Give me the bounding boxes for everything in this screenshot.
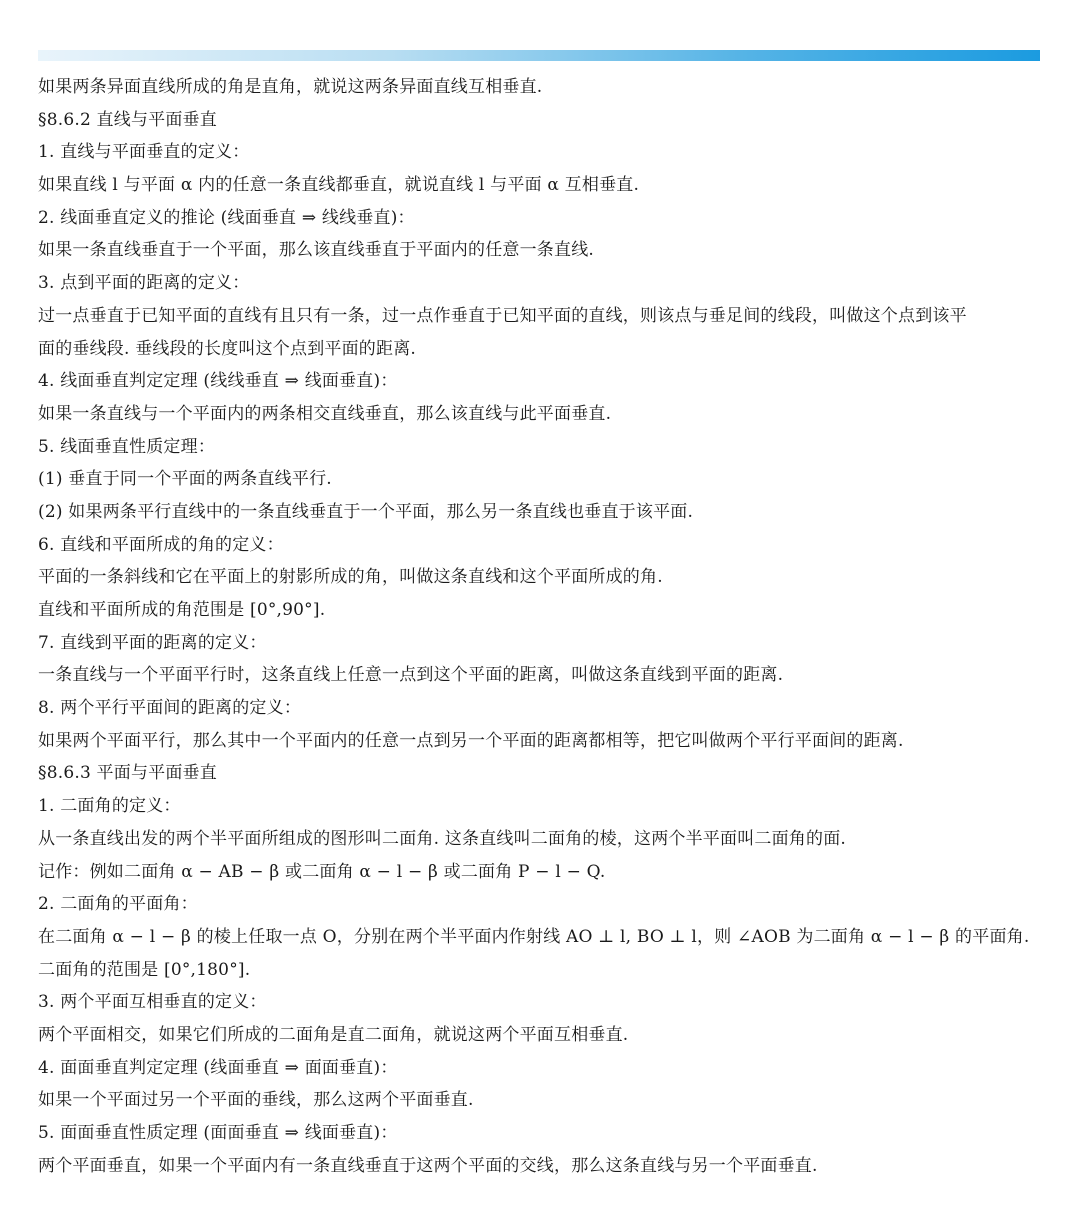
item-heading: 7. 直线到平面的距离的定义：	[38, 632, 267, 653]
text-line: 如果两条异面直线所成的角是直角，就说这两条异面直线互相垂直.	[38, 77, 543, 97]
text-line: 两个平面相交，如果它们所成的二面角是直二面角，就说这两个平面互相垂直.	[38, 1024, 629, 1045]
text-line: 平面的一条斜线和它在平面上的射影所成的角，叫做这条直线和这个平面所成的角.	[38, 567, 663, 588]
item-heading: 2. 二面角的平面角：	[38, 894, 198, 915]
item-heading: 5. 面面垂直性质定理 (面面垂直 ⇒ 线面垂直)：	[38, 1123, 398, 1143]
header-gradient-bar	[38, 50, 1040, 61]
item-heading: 6. 直线和平面所成的角的定义：	[38, 534, 284, 555]
item-heading: 4. 线面垂直判定定理 (线线垂直 ⇒ 线面垂直)：	[38, 371, 398, 392]
text-line: 在二面角 α − l − β 的棱上任取一点 O，分别在两个半平面内作射线 AO ⊥ l, BO ⊥ l，则 ∠AOB 为二面角 α − l − β 的平面角.	[38, 926, 1030, 947]
text-line: 记作：例如二面角 α − AB − β 或二面角 α − l − β 或二面角 P − l − Q.	[38, 861, 606, 882]
text-line: 如果一条直线与一个平面内的两条相交直线垂直，那么该直线与此平面垂直.	[38, 403, 612, 424]
text-line: 面的垂线段. 垂线段的长度叫这个点到平面的距离.	[38, 338, 417, 359]
text-line: 两个平面垂直，如果一个平面内有一条直线垂直于这两个平面的交线，那么这条直线与另一个平面垂直.	[38, 1155, 818, 1176]
item-heading: 3. 点到平面的距离的定义：	[38, 273, 250, 294]
item-heading: 8. 两个平行平面间的距离的定义：	[38, 698, 302, 719]
text-line: (2) 如果两条平行直线中的一条直线垂直于一个平面，那么另一条直线也垂直于该平面.	[38, 501, 694, 522]
item-heading: 5. 线面垂直性质定理：	[38, 436, 216, 457]
text-line: 如果一个平面过另一个平面的垂线，那么这两个平面垂直.	[38, 1090, 474, 1111]
text-line: 如果一条直线垂直于一个平面，那么该直线垂直于平面内的任意一条直线.	[38, 240, 595, 261]
text-line: (1) 垂直于同一个平面的两条直线平行.	[38, 469, 332, 490]
item-heading: 4. 面面垂直判定定理 (线面垂直 ⇒ 面面垂直)：	[38, 1057, 398, 1078]
item-heading: 3. 两个平面互相垂直的定义：	[38, 992, 267, 1013]
item-heading: 1. 二面角的定义：	[38, 796, 181, 817]
section-heading: §8.6.2 直线与平面垂直	[38, 109, 217, 130]
text-line: 从一条直线出发的两个半平面所组成的图形叫二面角. 这条直线叫二面角的棱，这两个半平面叫二面角的面.	[38, 828, 847, 849]
text-line: 过一点垂直于已知平面的直线有且只有一条，过一点作垂直于已知平面的直线，则该点与垂足间的线段，叫做这个点到该平	[38, 305, 967, 326]
text-line: 一条直线与一个平面平行时，这条直线上任意一点到这个平面的距离，叫做这条直线到平面的距离.	[38, 665, 784, 686]
text-line: 直线和平面所成的角范围是 [0°,90°].	[38, 600, 326, 620]
document-body	[38, 71, 1048, 1182]
text-line: 二面角的范围是 [0°,180°].	[38, 959, 251, 980]
text-line: 如果直线 l 与平面 α 内的任意一条直线都垂直，就说直线 l 与平面 α 互相垂直.	[38, 175, 640, 196]
section-heading: §8.6.3 平面与平面垂直	[38, 763, 217, 784]
text-line: 如果两个平面平行，那么其中一个平面内的任意一点到另一个平面的距离都相等，把它叫做两个平行平面间的距离.	[38, 730, 904, 751]
item-heading: 1. 直线与平面垂直的定义：	[38, 142, 250, 163]
item-heading: 2. 线面垂直定义的推论 (线面垂直 ⇒ 线线垂直)：	[38, 207, 415, 228]
